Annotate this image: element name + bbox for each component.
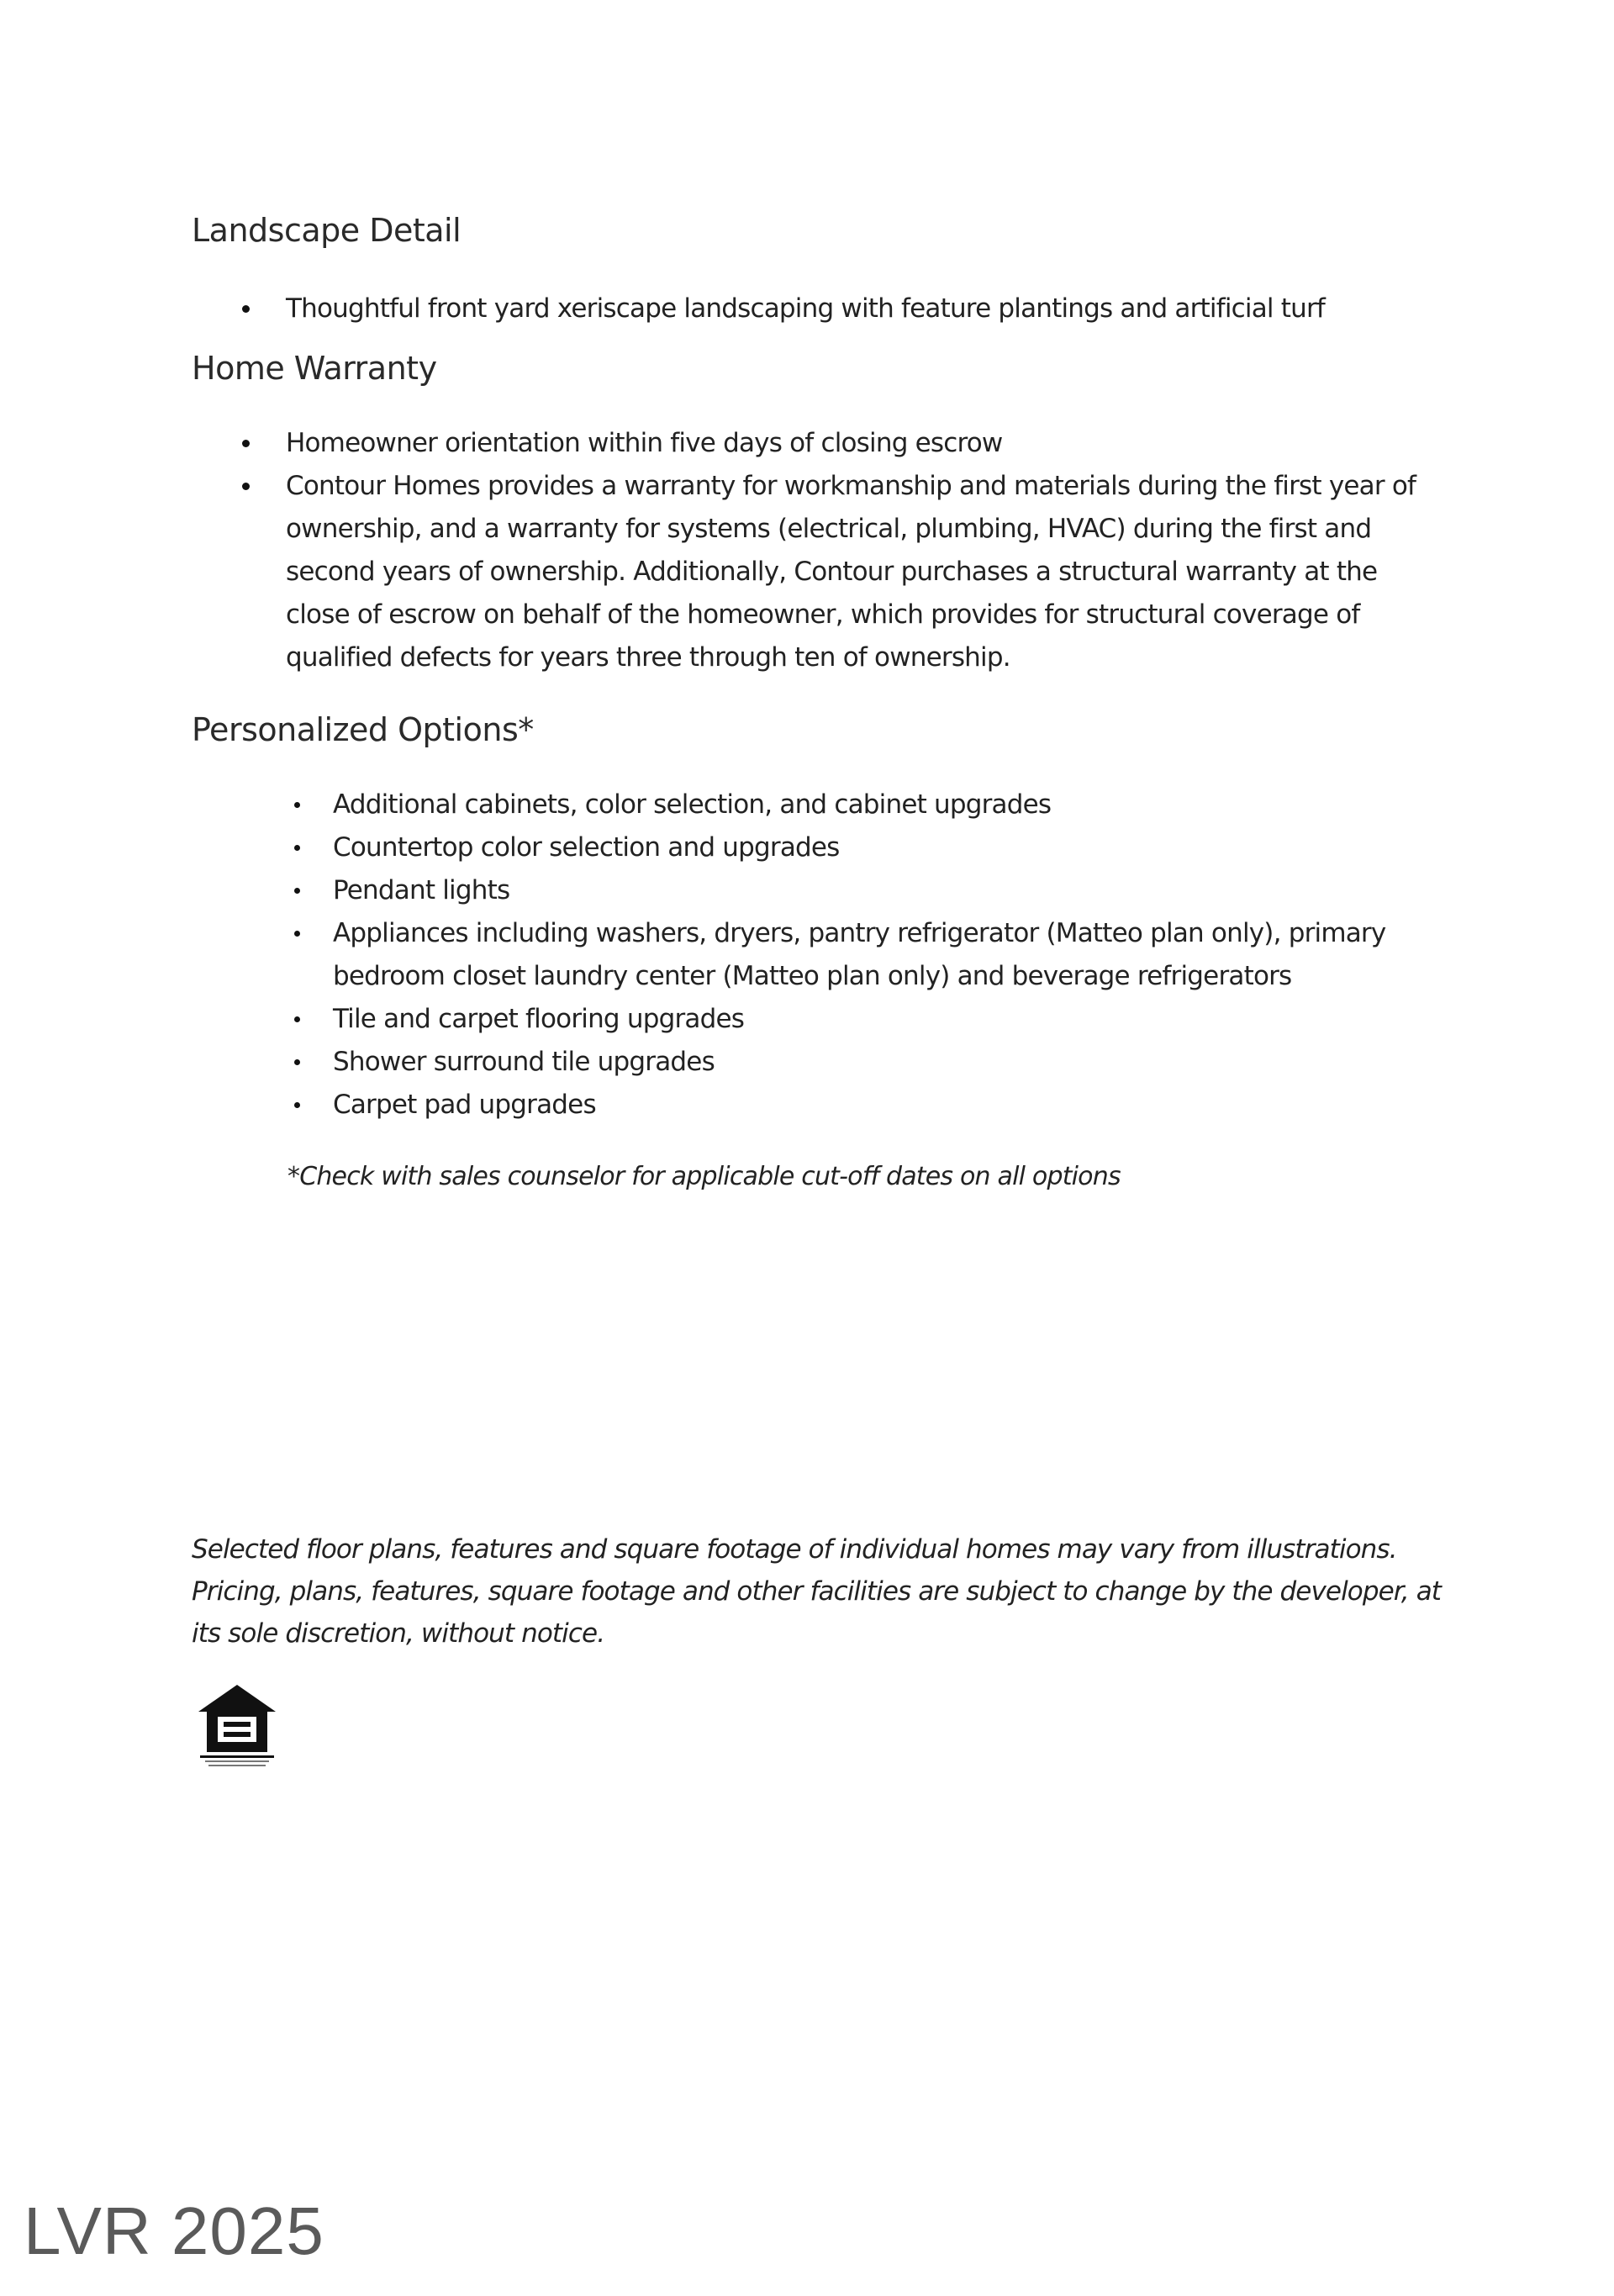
list-item: Thoughtful front yard xeriscape landscaping with feature plantings and artificial turf [286, 288, 1463, 330]
home-warranty-list [286, 422, 1429, 679]
list-item: Appliances including washers, dryers, pantry refrigerator (Matteo plan only), primary bedroom closet laundry center (Matteo plan only) and beverage refrigerators [333, 912, 1426, 998]
home-warranty-heading: Home Warranty [192, 350, 437, 387]
list-item: Shower surround tile upgrades [333, 1041, 1426, 1084]
personalized-options-heading: Personalized Options* [192, 711, 534, 748]
personalized-options-list [333, 784, 1426, 1127]
list-item: Homeowner orientation within five days of closing escrow [286, 422, 1429, 465]
disclaimer-text: Selected floor plans, features and square footage of individual homes may vary from illustrations. Pricing, plans, features, square footage and other facilities are subject to change by the developer, at its sole discretion, without notice. [192, 1534, 1442, 1649]
list-item: Contour Homes provides a warranty for workmanship and materials during the first year of ownership, and a warranty for systems (electrical, plumbing, HVAC) during the first and second years of ownership. Additionally, Contour purchases a structural warranty at the close of escrow on behalf of the homeowner, which provides for structural coverage of qualified defects for years three through ten of ownership. [286, 465, 1429, 679]
list-item: Tile and carpet flooring upgrades [333, 998, 1426, 1041]
watermark: LVR 2025 [24, 2193, 324, 2268]
list-item: Pendant lights [333, 869, 1426, 912]
landscape-detail-heading: Landscape Detail [192, 212, 462, 249]
options-footnote: *Check with sales counselor for applicable cut-off dates on all options [287, 1162, 1121, 1191]
landscape-detail-list [286, 288, 1463, 330]
list-item: Countertop color selection and upgrades [333, 826, 1426, 869]
list-item: Carpet pad upgrades [333, 1084, 1426, 1127]
list-item: Additional cabinets, color selection, and cabinet upgrades [333, 784, 1426, 826]
equal-housing-opportunity-icon [195, 1681, 279, 1769]
